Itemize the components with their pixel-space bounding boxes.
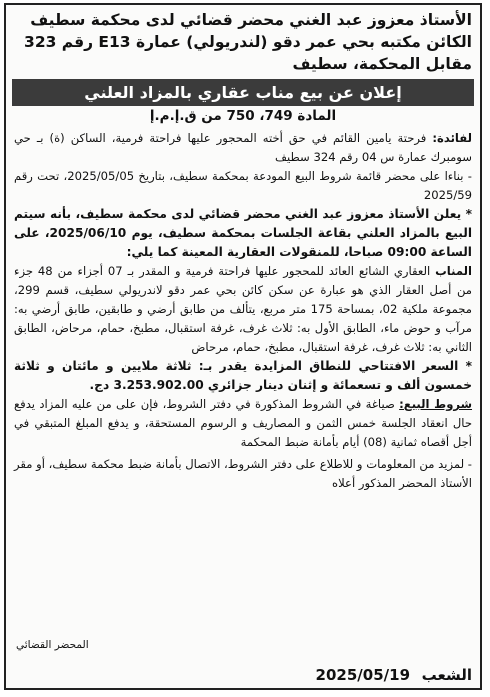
contact-paragraph: - لمزيد من المعلومات و للاطلاع على دفتر الشروط، الاتصال بأمانة ضبط محكمة سطيف، أو مقر الأستاذ المحضر المذكور أعلاه xyxy=(14,457,472,490)
sale-conditions-paragraph xyxy=(14,395,472,452)
sale-conditions-label: شروط البيع: xyxy=(399,397,473,411)
opening-price-paragraph: * السعر الافتتاحي للنطاق المزايدة يقدر بـ: ثلاثة ملايين و مائتان و ثلاثة خمسون ألف و تسعمائة و إثنان دينار جزائري 3.253.902.00 دج. xyxy=(14,359,472,392)
notice-subtitle: المادة 749، 750 من ق.إ.م.إ xyxy=(149,108,337,124)
beneficiary-text: فرحتة يامين القائم في حق أخته المحجور عليها فراحتة فرمية، الساكن (ة) بـ حي سومبرك عمارة س 04 رقم 324 سطيف xyxy=(14,131,472,164)
header-line-2: الكائن مكتبه بحي عمر دقو (لندريولي) عمارة E13 رقم 323 xyxy=(24,33,472,51)
property-description-text: العقاري الشائع العائد للمحجور عليها فراحتة فرمية و المقدر بـ 07 أجزاء من 48 جزء من أصل العقار الذي هو عبارة عن سكن كائن بحي عمر دقو لاندريولي سطيف، قسم 299، مجموعة ملكية 02، بمساحة 175 متر مربع، يتألف من طابق أرضي و طابقين، طابق أرضي به: مرآب و حوض ماء، الطابق الأول به: ثلاث غرف، غرفة استقبال، مطبخ، حمام، مرحاض، الطابق الثاني به: ثلاث غرف، غرفة استقبال، مطبخ، حمام، مرحاض xyxy=(14,264,472,354)
sale-conditions-text: صياغة في الشروط المذكورة في دفتر الشروط، فإن على من عليه المزاد يدفع حال انعقاد الجلسة خمس الثمن و المصاريف و الرسوم المستحقة، و يدفع المبلغ المتبقي في أجل أقصاه ثمانية (08) أيام بأمانة ضبط المحكمة xyxy=(14,397,472,449)
footer xyxy=(6,662,480,688)
header-line-1: الأستاذ معزوز عبد الغني محضر قضائي لدى محكمة سطيف xyxy=(30,11,472,29)
newspaper-name: الشعب xyxy=(421,666,472,684)
publication-date: 2025/05/19 xyxy=(315,666,410,684)
conditions-reference-paragraph: - بناءا على محضر قائمة شروط البيع المودعة بمحكمة سطيف، بتاريخ 2025/05/05، تحت رقم 2025/59 xyxy=(14,169,472,202)
property-description-paragraph xyxy=(14,262,472,357)
auction-announcement-paragraph: * يعلن الأستاذ معزوز عبد الغني محضر قضائي لدى محكمة سطيف، بأنه سيتم البيع بالمزاد العلني بقاعة الجلسات بمحكمة سطيف، يوم 2025/06/10، على الساعة 09:00 صباحا، للمنقولات العقارية المعينة كما يلي: xyxy=(14,207,473,259)
notice-title: إعلان عن بيع مناب عقاري بالمزاد العلني xyxy=(12,79,474,106)
header-line-3: مقابل المحكمة، سطيف xyxy=(292,55,472,73)
beneficiary-paragraph xyxy=(14,129,472,167)
legal-notice xyxy=(4,3,482,690)
property-label: المناب xyxy=(435,264,472,278)
beneficiary-label: لفائدة: xyxy=(432,131,472,145)
signature: المحضر القضائي xyxy=(16,639,89,651)
